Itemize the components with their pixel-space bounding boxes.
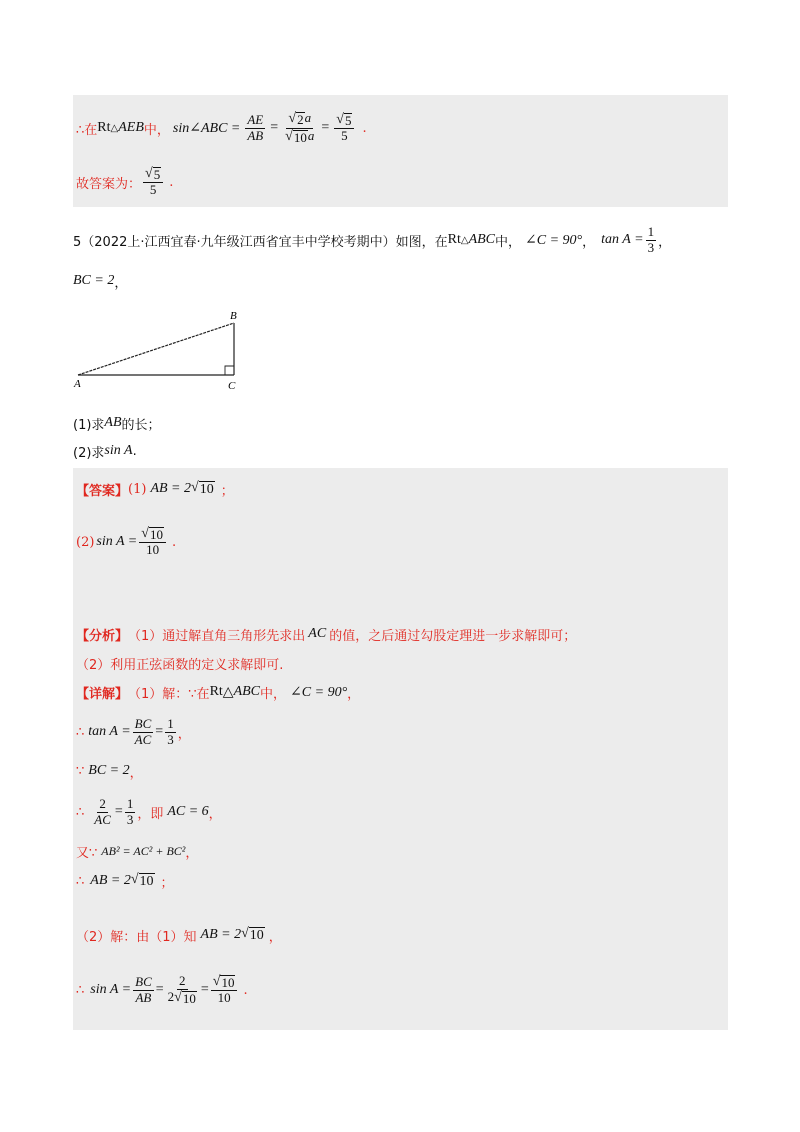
detail-line1: [76, 680, 360, 704]
fraction-numerator: 1: [126, 795, 134, 811]
block1-line2: [76, 164, 173, 200]
question-2: [73, 440, 137, 462]
sqrt-10: √ 10: [130, 871, 154, 889]
fraction-sqrt5-5: [334, 112, 354, 144]
fraction-bc-ac: [133, 717, 154, 748]
detail-line6: [76, 868, 174, 894]
label-b: B: [230, 310, 237, 322]
triangle-symbol: △: [222, 684, 234, 700]
detail-tag: 【详解】: [76, 686, 129, 702]
rt-text: Rt: [447, 232, 461, 247]
analysis-line1: [76, 622, 576, 646]
triangle-name: ABC: [468, 232, 496, 247]
analysis-tag: 【分析】: [76, 628, 129, 644]
triangle-name: ABC: [233, 684, 261, 699]
analysis-line2: [76, 652, 283, 674]
therefore-symbol: ∴: [76, 982, 85, 998]
zhong-text: 中，: [143, 122, 170, 138]
fraction-1-3: [646, 225, 657, 256]
question-1: [73, 412, 161, 434]
ab-expr: AB = 2: [150, 481, 191, 496]
fraction-denominator: AC: [134, 731, 152, 747]
sqrt-10: √ 10: [241, 925, 264, 943]
fraction-numerator: 2: [99, 795, 106, 811]
equals-sign: =: [155, 982, 164, 997]
zhong-text: 中，: [260, 686, 287, 702]
fraction-1-3: [165, 717, 176, 748]
comma: ，: [114, 275, 128, 291]
comma: ，: [177, 726, 191, 742]
fraction-sqrt10-10: [211, 974, 238, 1006]
equals-sign: =: [155, 724, 164, 739]
fraction-denominator: 5: [149, 182, 157, 198]
sin-a-expr: sin A =: [96, 534, 138, 549]
fraction-ae-ab: [245, 113, 265, 144]
label-a: A: [74, 378, 81, 390]
var-ac: AC: [308, 626, 327, 641]
fraction-denominator: 10: [146, 542, 160, 558]
equals-sign: =: [321, 120, 330, 135]
detail-text: （1）解：∵在: [128, 686, 210, 702]
comma: ，: [268, 929, 282, 945]
analysis-text-1: （1）通过解直角三角形先求出: [128, 628, 306, 644]
triangle-symbol: △: [110, 122, 119, 134]
comma: ，: [129, 765, 143, 781]
block1-line1: [76, 100, 367, 156]
comma: ，: [347, 686, 361, 702]
therefore-symbol: ∴: [76, 804, 85, 820]
detail-line3: [76, 760, 143, 782]
fraction-1-3: [125, 797, 136, 828]
fraction-2-ac: [92, 797, 113, 828]
answer-line2: [76, 520, 176, 564]
analysis-text-3: （2）利用正弦函数的定义求解即可.: [76, 657, 284, 673]
detail-line5: [76, 840, 198, 862]
answer-line1: [76, 476, 234, 502]
question-1-suffix: 的长；: [121, 417, 161, 433]
question-1-prefix: (1)求: [73, 417, 105, 433]
part-2-label: (2): [76, 534, 95, 550]
fraction-denominator: AB: [135, 989, 152, 1005]
question-2-prefix: (2)求: [73, 445, 105, 461]
ac-expr: AC = 6: [167, 804, 209, 819]
analysis-text-2: 的值，之后通过勾股定理进一步求解即可；: [329, 628, 577, 644]
period: .: [362, 120, 367, 136]
angle-c-expr: ∠C = 90°: [290, 684, 348, 700]
answer-label: 故答案为：: [76, 176, 142, 192]
ab-expr: AB = 2: [200, 927, 242, 942]
angle-c-expr: ∠C = 90°: [525, 232, 583, 248]
detail-line2: [76, 710, 191, 754]
fraction-sqrt5-5: [143, 166, 163, 198]
pythagorean-expr: AB² = AC² + BC²: [101, 843, 186, 858]
fraction-denominator: 2 √ 10: [167, 988, 196, 1006]
tan-a-expr: tan A =: [601, 232, 644, 247]
sqrt-10: √ 10: [191, 479, 214, 497]
fraction-denominator: 3: [647, 239, 655, 255]
ji-text: ，即: [137, 806, 164, 822]
therefore-symbol: ∴: [76, 873, 85, 889]
fraction-sqrt2a-sqrt10a: [283, 111, 316, 145]
zhong-text: 中，: [495, 234, 522, 250]
fraction-sqrt10-10: [139, 526, 166, 558]
fraction-numerator: √ 5: [143, 166, 163, 183]
comma: ，: [582, 234, 596, 250]
sin-a-expr: sin A =: [90, 982, 132, 997]
fraction-denominator: 3: [167, 731, 174, 747]
fraction-numerator: 1: [647, 223, 655, 239]
equals-sign: =: [200, 982, 209, 997]
fraction-numerator: 2: [179, 972, 186, 988]
tan-a-expr: tan A =: [88, 724, 131, 739]
fraction-numerator: BC: [135, 973, 152, 989]
triangle-symbol: △: [460, 234, 469, 246]
detail-line7: [76, 922, 282, 948]
comma: ，: [658, 234, 672, 250]
ab-expr: AB = 2: [90, 873, 131, 888]
part-2-text: （2）解：由（1）知: [76, 929, 197, 945]
because-symbol: ∵: [76, 763, 85, 779]
fraction-denominator: AB: [247, 127, 264, 143]
fraction-numerator: √ 10: [139, 526, 166, 543]
rt-text: Rt: [97, 120, 111, 135]
fraction-numerator: 1: [167, 715, 174, 731]
period: .: [132, 443, 137, 459]
bc-expr: BC = 2: [88, 763, 130, 778]
fraction-numerator: √ 10: [211, 974, 238, 991]
problem-line2: [73, 270, 127, 292]
detail-line8: [76, 966, 248, 1014]
equals-sign: =: [114, 804, 123, 819]
because-symbol: 又∵: [76, 845, 98, 861]
side-ab: [78, 323, 234, 375]
therefore-label: ∴在: [76, 122, 98, 138]
fraction-numerator: BC: [134, 715, 152, 731]
therefore-symbol: ∴: [76, 724, 85, 740]
fraction-2-2sqrt10: [166, 974, 199, 1006]
sin-angle-expr: sin∠ABC =: [172, 120, 241, 136]
period: .: [169, 174, 174, 190]
right-angle-mark: [225, 366, 234, 375]
fraction-denominator: 5: [341, 128, 348, 144]
var-ab: AB: [104, 415, 122, 430]
semicolon: ；: [160, 875, 174, 891]
fraction-numerator: AE: [247, 111, 264, 127]
equals-sign: =: [270, 120, 279, 135]
fraction-bc-ab: [133, 975, 154, 1006]
label-c: C: [228, 380, 236, 392]
triangle-name: AEB: [118, 120, 144, 135]
fraction-numerator: √ 2 a: [288, 110, 312, 128]
bc-expr: BC = 2: [73, 273, 115, 288]
rt-text: Rt: [209, 684, 223, 699]
comma: ，: [185, 845, 199, 861]
fraction-denominator: 3: [126, 811, 134, 827]
comma: ，: [208, 806, 222, 822]
period: .: [243, 982, 248, 998]
fraction-numerator: √ 5: [334, 112, 354, 129]
semicolon: ；: [220, 483, 234, 499]
var-sin-a: sin A: [104, 443, 133, 458]
fraction-denominator: 10: [217, 990, 231, 1006]
detail-line4: [76, 790, 222, 834]
problem-line1: [73, 222, 671, 258]
fraction-denominator: √ 10 a: [285, 127, 315, 145]
answer-tag: 【答案】: [76, 483, 129, 499]
fraction-denominator: AC: [94, 811, 111, 827]
problem-intro: 5（2022上·江西宜春·九年级江西省宜丰中学校考期中）如图，在: [73, 234, 448, 250]
right-triangle-figure: [70, 305, 250, 395]
period: .: [171, 534, 177, 550]
part-1-label: (1): [128, 481, 147, 497]
